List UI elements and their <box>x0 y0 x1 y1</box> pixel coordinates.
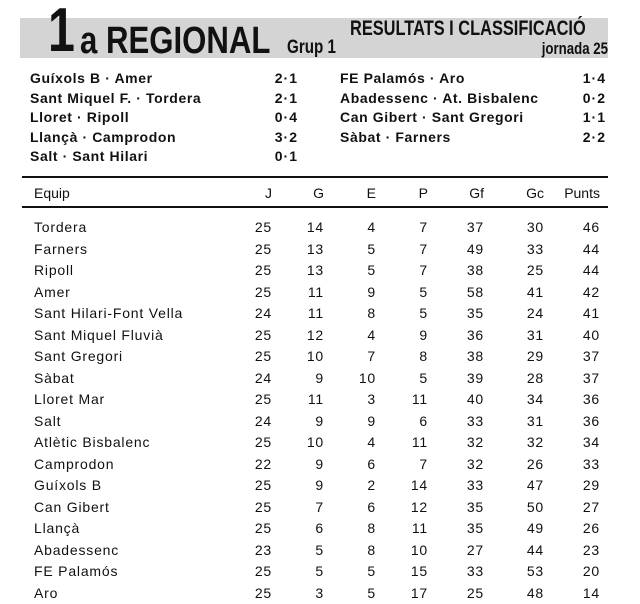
points-cell: 36 <box>582 391 600 407</box>
match-teams: Llançà · Camprodon <box>30 128 177 145</box>
lost-cell: 7 <box>419 455 428 472</box>
match-result <box>30 68 298 88</box>
table-row <box>22 368 608 390</box>
points-cell: 29 <box>582 477 600 493</box>
won-cell: 12 <box>306 326 324 343</box>
table-row <box>22 325 608 347</box>
goals-for-cell: 38 <box>466 262 484 278</box>
col-team: Equip <box>34 185 70 201</box>
goals-for-cell: 32 <box>466 455 484 472</box>
drawn-cell: 5 <box>367 563 376 579</box>
match-result <box>340 127 606 147</box>
match-score: 0·4 <box>274 109 298 125</box>
points-cell: 44 <box>582 240 600 257</box>
played-cell: 25 <box>254 219 272 235</box>
points-cell: 37 <box>582 369 600 386</box>
points-cell: 42 <box>582 283 600 300</box>
won-cell: 9 <box>315 477 324 493</box>
match-score: 3·2 <box>274 128 298 145</box>
lost-cell: 14 <box>410 477 428 493</box>
goals-against-cell: 53 <box>526 563 544 579</box>
team-cell: Sant Gregori <box>34 348 123 364</box>
points-cell: 46 <box>582 219 600 235</box>
played-cell: 25 <box>254 477 272 493</box>
drawn-cell: 8 <box>367 305 376 321</box>
team-cell: FE Palamós <box>34 563 119 579</box>
goals-against-cell: 49 <box>526 520 544 536</box>
drawn-cell: 5 <box>367 240 376 257</box>
col-points: Punts <box>564 185 600 201</box>
team-cell: Guíxols B <box>34 477 102 493</box>
goals-for-cell: 33 <box>466 563 484 579</box>
table-header-rule <box>22 206 608 208</box>
goals-for-cell: 33 <box>466 477 484 493</box>
match-score: 0·2 <box>582 89 606 106</box>
team-cell: Llançà <box>34 520 81 536</box>
lost-cell: 7 <box>419 262 428 278</box>
lost-cell: 12 <box>410 498 428 515</box>
played-cell: 25 <box>254 520 272 536</box>
team-cell: Abadessenc <box>34 541 120 558</box>
match-score: 2·1 <box>274 70 298 86</box>
goals-against-cell: 26 <box>526 455 544 472</box>
played-cell: 25 <box>254 262 272 278</box>
matchday-label: jornada 25 <box>541 39 608 58</box>
played-cell: 25 <box>254 391 272 407</box>
match-teams: Salt · Sant Hilari <box>30 148 149 164</box>
goals-for-cell: 35 <box>466 305 484 321</box>
played-cell: 25 <box>254 563 272 579</box>
won-cell: 11 <box>307 283 324 300</box>
goals-against-cell: 48 <box>526 584 544 601</box>
match-result <box>30 127 298 147</box>
match-result <box>340 68 606 88</box>
points-cell: 41 <box>582 305 600 321</box>
won-cell: 9 <box>315 455 324 472</box>
table-row <box>22 540 608 562</box>
points-cell: 20 <box>582 563 600 579</box>
drawn-cell: 4 <box>367 434 376 450</box>
played-cell: 25 <box>254 584 272 601</box>
goals-for-cell: 36 <box>466 326 484 343</box>
match-teams: Sàbat · Farners <box>340 128 451 145</box>
drawn-cell: 7 <box>367 348 376 364</box>
points-cell: 44 <box>582 262 600 278</box>
table-row <box>22 389 608 411</box>
results-list-right <box>340 68 606 146</box>
col-lost: P <box>418 185 428 201</box>
goals-for-cell: 32 <box>466 434 484 450</box>
team-cell: Sàbat <box>34 369 75 386</box>
col-goals-for: Gf <box>469 185 484 201</box>
points-cell: 14 <box>582 584 600 601</box>
lost-cell: 15 <box>410 563 428 579</box>
col-goals-against: Gc <box>526 185 544 201</box>
points-cell: 33 <box>582 455 600 472</box>
goals-against-cell: 24 <box>526 305 544 321</box>
team-cell: Tordera <box>34 219 88 235</box>
points-cell: 26 <box>582 520 600 536</box>
team-cell: Camprodon <box>34 455 115 472</box>
points-cell: 23 <box>582 541 600 558</box>
team-cell: Can Gibert <box>34 498 110 515</box>
match-teams: FE Palamós · Aro <box>340 70 465 86</box>
played-cell: 24 <box>254 369 272 386</box>
goals-against-cell: 47 <box>526 477 544 493</box>
table-header <box>22 180 608 206</box>
team-cell: Amer <box>34 283 71 300</box>
table-row <box>22 497 608 519</box>
played-cell: 23 <box>254 541 272 558</box>
drawn-cell: 2 <box>367 477 376 493</box>
won-cell: 6 <box>315 520 324 536</box>
goals-for-cell: 37 <box>466 219 484 235</box>
match-result <box>340 88 606 108</box>
goals-for-cell: 35 <box>466 498 484 515</box>
goals-for-cell: 25 <box>466 584 484 601</box>
goals-for-cell: 33 <box>466 412 484 429</box>
table-row <box>22 346 608 368</box>
goals-for-cell: 40 <box>466 391 484 407</box>
col-played: J <box>265 185 272 201</box>
played-cell: 25 <box>254 283 272 300</box>
match-teams: Guíxols B · Amer <box>30 70 153 86</box>
match-score: 1·1 <box>582 109 606 125</box>
lost-cell: 10 <box>410 541 428 558</box>
goals-for-cell: 39 <box>466 369 484 386</box>
team-cell: Aro <box>34 584 59 601</box>
standings-table <box>22 180 608 601</box>
points-cell: 36 <box>582 412 600 429</box>
goals-for-cell: 58 <box>466 283 484 300</box>
goals-against-cell: 32 <box>526 434 544 450</box>
goals-against-cell: 25 <box>526 262 544 278</box>
drawn-cell: 4 <box>367 219 376 235</box>
won-cell: 3 <box>315 584 324 601</box>
col-won: G <box>313 185 324 201</box>
lost-cell: 17 <box>410 584 428 601</box>
match-teams: Lloret · Ripoll <box>30 109 130 125</box>
played-cell: 24 <box>254 305 272 321</box>
lost-cell: 11 <box>411 391 428 407</box>
goals-against-cell: 50 <box>526 498 544 515</box>
drawn-cell: 6 <box>367 498 376 515</box>
lost-cell: 6 <box>419 412 428 429</box>
table-row <box>22 303 608 325</box>
team-cell: Lloret Mar <box>34 391 106 407</box>
goals-against-cell: 31 <box>526 412 544 429</box>
points-cell: 37 <box>582 348 600 364</box>
match-teams: Abadessenc · At. Bisbalenc <box>340 89 539 106</box>
table-row <box>22 217 608 239</box>
table-row <box>22 411 608 433</box>
goals-against-cell: 34 <box>526 391 544 407</box>
played-cell: 25 <box>254 434 272 450</box>
drawn-cell: 5 <box>367 262 376 278</box>
won-cell: 10 <box>306 348 324 364</box>
drawn-cell: 8 <box>367 520 376 536</box>
table-row <box>22 260 608 282</box>
team-cell: Atlètic Bisbalenc <box>34 434 151 450</box>
lost-cell: 8 <box>419 348 428 364</box>
drawn-cell: 3 <box>367 391 376 407</box>
team-cell: Farners <box>34 240 88 257</box>
table-row <box>22 475 608 497</box>
drawn-cell: 10 <box>358 369 376 386</box>
col-drawn: E <box>366 185 376 201</box>
match-score: 1·4 <box>582 70 606 86</box>
points-cell: 34 <box>582 434 600 450</box>
results-heading: RESULTATS I CLASSIFICACIÓ <box>350 17 586 40</box>
match-result <box>30 107 298 127</box>
drawn-cell: 9 <box>367 412 376 429</box>
drawn-cell: 5 <box>367 584 376 601</box>
won-cell: 9 <box>315 369 324 386</box>
division-number: 1 <box>48 0 74 65</box>
lost-cell: 5 <box>419 305 428 321</box>
goals-for-cell: 49 <box>466 240 484 257</box>
team-cell: Sant Hilari-Font Vella <box>34 305 184 321</box>
won-cell: 10 <box>306 434 324 450</box>
lost-cell: 11 <box>411 434 428 450</box>
played-cell: 25 <box>254 240 272 257</box>
results-list-left <box>30 68 298 166</box>
goals-for-cell: 38 <box>466 348 484 364</box>
played-cell: 24 <box>254 412 272 429</box>
played-cell: 25 <box>254 348 272 364</box>
match-result <box>30 88 298 108</box>
won-cell: 13 <box>306 240 324 257</box>
won-cell: 13 <box>306 262 324 278</box>
match-score: 2·2 <box>582 128 606 145</box>
goals-against-cell: 29 <box>526 348 544 364</box>
goals-against-cell: 41 <box>526 283 544 300</box>
table-row <box>22 432 608 454</box>
goals-for-cell: 27 <box>466 541 484 558</box>
match-teams: Can Gibert · Sant Gregori <box>340 109 524 125</box>
table-row <box>22 583 608 604</box>
drawn-cell: 9 <box>367 283 376 300</box>
points-cell: 27 <box>582 498 600 515</box>
table-row <box>22 239 608 261</box>
drawn-cell: 4 <box>367 326 376 343</box>
lost-cell: 11 <box>411 520 428 536</box>
lost-cell: 5 <box>419 369 428 386</box>
table-top-rule <box>22 176 608 178</box>
team-cell: Ripoll <box>34 262 74 278</box>
drawn-cell: 8 <box>367 541 376 558</box>
won-cell: 5 <box>315 541 324 558</box>
goals-against-cell: 28 <box>526 369 544 386</box>
won-cell: 11 <box>307 305 324 321</box>
lost-cell: 9 <box>419 326 428 343</box>
page-title: a REGIONAL <box>80 20 271 62</box>
played-cell: 25 <box>254 326 272 343</box>
goals-against-cell: 33 <box>526 240 544 257</box>
table-row <box>22 282 608 304</box>
drawn-cell: 6 <box>367 455 376 472</box>
table-row <box>22 454 608 476</box>
group-label: Grup 1 <box>287 37 336 58</box>
lost-cell: 5 <box>419 283 428 300</box>
goals-for-cell: 35 <box>466 520 484 536</box>
won-cell: 11 <box>307 391 324 407</box>
team-cell: Sant Miquel Fluvià <box>34 326 164 343</box>
won-cell: 9 <box>315 412 324 429</box>
won-cell: 7 <box>315 498 324 515</box>
goals-against-cell: 30 <box>526 219 544 235</box>
goals-against-cell: 31 <box>526 326 544 343</box>
table-row <box>22 518 608 540</box>
lost-cell: 7 <box>419 240 428 257</box>
match-score: 0·1 <box>274 148 298 164</box>
played-cell: 22 <box>254 455 272 472</box>
lost-cell: 7 <box>419 219 428 235</box>
points-cell: 40 <box>582 326 600 343</box>
table-row <box>22 561 608 583</box>
match-teams: Sant Miquel F. · Tordera <box>30 89 202 106</box>
won-cell: 14 <box>306 219 324 235</box>
played-cell: 25 <box>254 498 272 515</box>
won-cell: 5 <box>315 563 324 579</box>
table-body <box>22 217 608 604</box>
goals-against-cell: 44 <box>526 541 544 558</box>
match-result <box>340 107 606 127</box>
match-result <box>30 146 298 166</box>
team-cell: Salt <box>34 412 62 429</box>
match-score: 2·1 <box>274 89 298 106</box>
